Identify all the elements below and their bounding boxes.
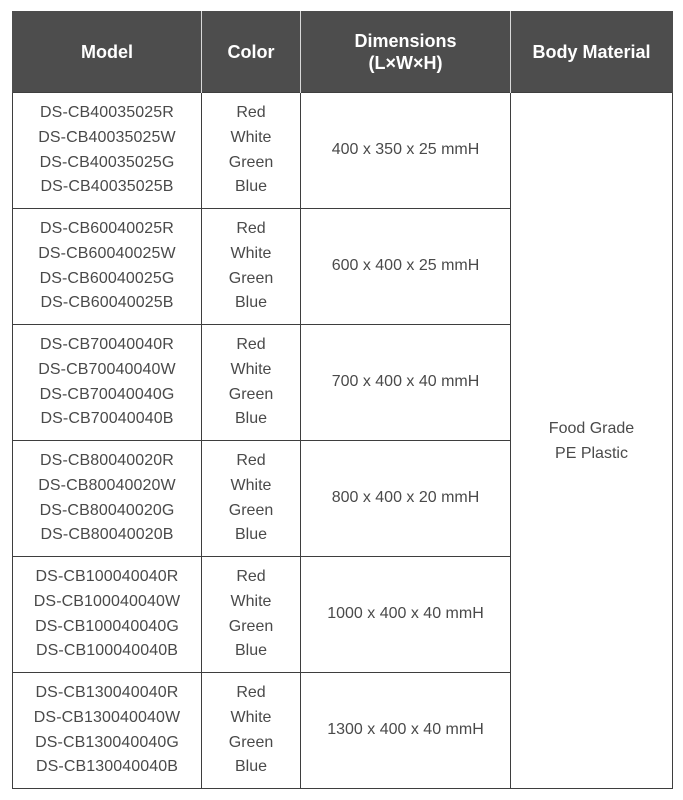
color-name: Red <box>236 684 266 702</box>
dimensions-cell: 700 x 400 x 40 mmH <box>301 325 511 441</box>
color-name: White <box>230 592 272 610</box>
color-name: Red <box>236 104 266 122</box>
model-number: DS-CB40035025G <box>39 153 175 171</box>
model-cell <box>13 441 202 557</box>
color-name: Green <box>228 733 274 751</box>
color-name: Red <box>236 220 266 238</box>
color-name: Red <box>236 336 266 354</box>
color-name: Green <box>228 269 274 287</box>
color-name: White <box>230 708 272 726</box>
model-number: DS-CB70040040B <box>40 410 174 428</box>
color-name: White <box>230 244 272 262</box>
model-cell <box>13 325 202 441</box>
header-dimensions-line1: Dimensions <box>354 30 457 51</box>
model-number: DS-CB80040020B <box>40 526 174 544</box>
model-number: DS-CB60040025B <box>40 294 174 312</box>
color-cell <box>202 325 301 441</box>
color-name: Green <box>228 501 274 519</box>
header-model: Model <box>13 11 202 93</box>
model-number: DS-CB130040040R <box>35 684 179 702</box>
model-number: DS-CB130040040G <box>35 733 179 751</box>
header-dimensions <box>301 11 511 93</box>
color-name: Red <box>236 452 266 470</box>
header-row <box>13 11 673 93</box>
table-row <box>13 93 673 209</box>
table-header <box>13 11 673 93</box>
model-number: DS-CB100040040B <box>35 642 179 660</box>
dimensions-cell: 400 x 350 x 25 mmH <box>301 93 511 209</box>
dimensions-cell: 600 x 400 x 25 mmH <box>301 209 511 325</box>
model-number: DS-CB60040025G <box>39 269 175 287</box>
model-number: DS-CB100040040W <box>33 592 181 610</box>
color-name: Green <box>228 617 274 635</box>
model-cell <box>13 93 202 209</box>
model-number: DS-CB80040020G <box>39 501 175 519</box>
model-number: DS-CB40035025W <box>38 128 176 146</box>
color-name: Green <box>228 385 274 403</box>
color-name: Blue <box>234 526 268 544</box>
color-name: Red <box>236 568 266 586</box>
model-number: DS-CB130040040W <box>33 708 181 726</box>
header-color: Color <box>202 11 301 93</box>
color-cell <box>202 209 301 325</box>
dimensions-cell: 1000 x 400 x 40 mmH <box>301 557 511 673</box>
model-cell <box>13 209 202 325</box>
dimensions-cell: 1300 x 400 x 40 mmH <box>301 673 511 789</box>
model-cell <box>13 557 202 673</box>
color-name: White <box>230 128 272 146</box>
color-name: Blue <box>234 758 268 776</box>
color-name: White <box>230 360 272 378</box>
color-cell <box>202 557 301 673</box>
color-name: Blue <box>234 642 268 660</box>
model-number: DS-CB100040040R <box>35 568 179 586</box>
model-number: DS-CB70040040W <box>38 360 176 378</box>
model-number: DS-CB130040040B <box>35 758 179 776</box>
color-name: Green <box>228 153 274 171</box>
color-cell <box>202 441 301 557</box>
table-body <box>13 93 673 789</box>
model-number: DS-CB80040020W <box>38 476 176 494</box>
color-cell <box>202 93 301 209</box>
model-number: DS-CB70040040R <box>40 336 174 354</box>
material-text: Food Grade <box>548 419 635 437</box>
header-material: Body Material <box>511 11 673 93</box>
header-dimensions-line2: (L×W×H) <box>368 52 443 73</box>
spec-table <box>12 11 673 789</box>
color-cell <box>202 673 301 789</box>
color-name: Blue <box>234 410 268 428</box>
model-number: DS-CB40035025B <box>40 178 174 196</box>
color-name: Blue <box>234 178 268 196</box>
material-text: PE Plastic <box>555 444 628 462</box>
model-number: DS-CB80040020R <box>40 452 174 470</box>
material-cell <box>511 93 673 789</box>
color-name: White <box>230 476 272 494</box>
dimensions-cell: 800 x 400 x 20 mmH <box>301 441 511 557</box>
model-number: DS-CB40035025R <box>40 104 174 122</box>
color-name: Blue <box>234 294 268 312</box>
model-number: DS-CB60040025W <box>38 244 176 262</box>
model-number: DS-CB70040040G <box>39 385 175 403</box>
model-number: DS-CB60040025R <box>40 220 174 238</box>
model-number: DS-CB100040040G <box>35 617 179 635</box>
model-cell <box>13 673 202 789</box>
